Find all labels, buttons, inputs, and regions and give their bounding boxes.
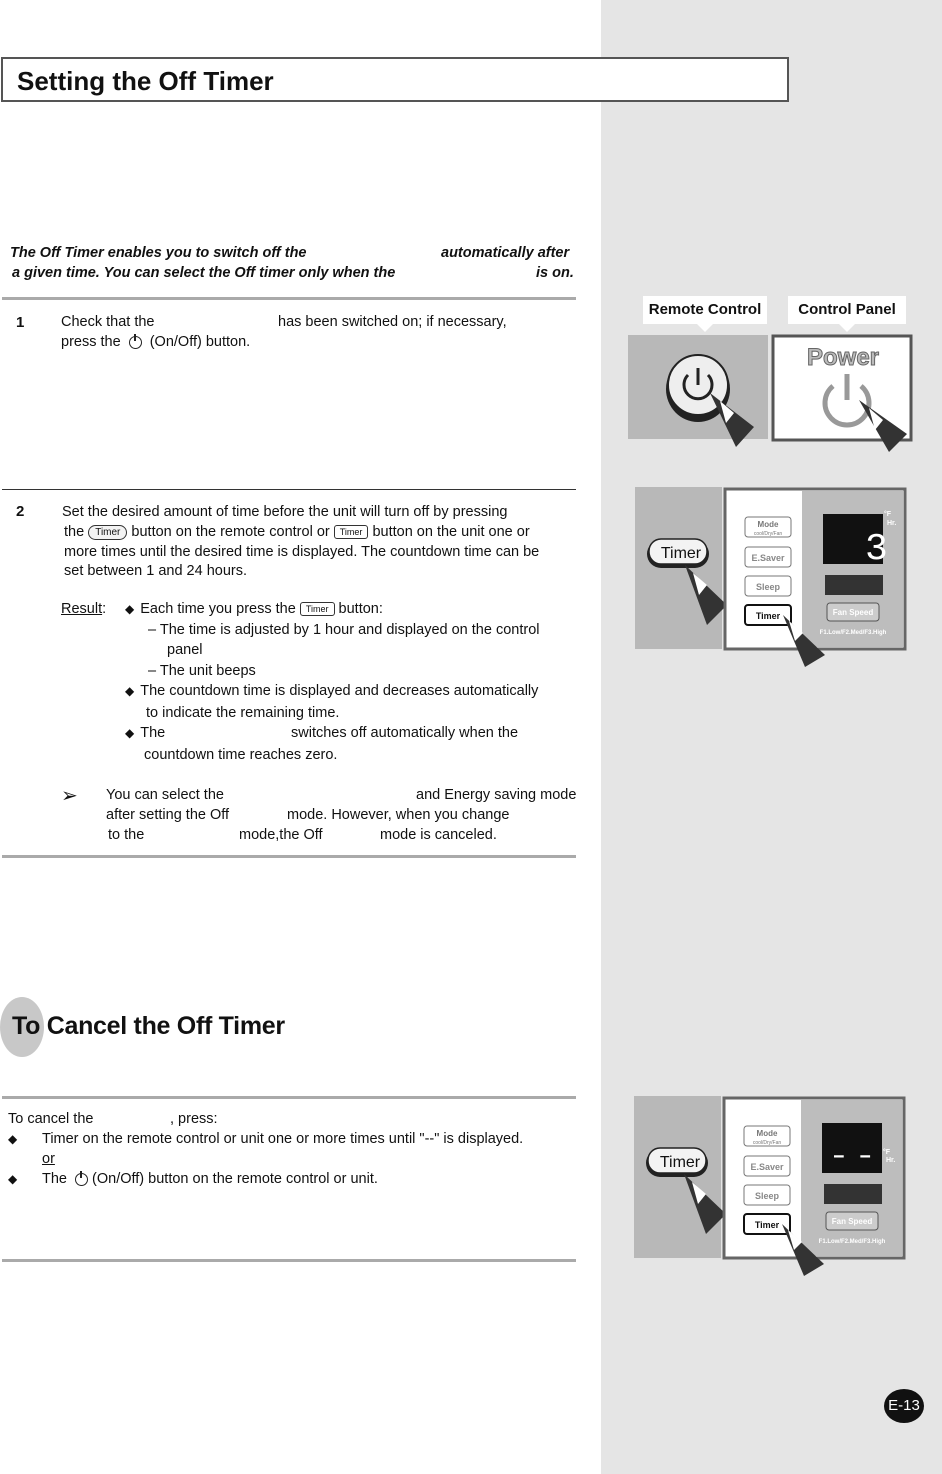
note-line-3 — [108, 827, 497, 843]
step-text: (On/Off) button. — [149, 334, 251, 350]
cancel-line-1 — [8, 1111, 218, 1127]
cancel-or — [42, 1151, 55, 1167]
diamond-bullet-icon: ◆ — [125, 726, 135, 740]
mode-button: Mode — [756, 1129, 778, 1138]
step2-line-1: Set the desired amount of time before the unit will turn off by pressing — [62, 504, 508, 520]
unit-f: °F — [884, 511, 892, 518]
step1-line-2 — [61, 334, 250, 350]
remote-timer-pill: Timer — [659, 1154, 701, 1171]
step-text: has been switched on; if necessary, — [278, 314, 507, 330]
intro-text: automatically after — [441, 245, 570, 261]
cancel-text: , press: — [170, 1111, 218, 1127]
divider — [2, 855, 576, 858]
step-number: 2 — [16, 503, 25, 520]
or-text: or — [42, 1151, 55, 1167]
note-line-2 — [106, 807, 510, 823]
panel-power-illustration — [771, 334, 913, 454]
note-text: and Energy saving mode — [416, 787, 577, 803]
mode-sub: cool/Dry/Fan — [753, 531, 783, 537]
step1-line-1 — [61, 314, 507, 330]
note-text: after setting the Off — [106, 807, 230, 823]
diamond-bullet-icon: ◆ — [8, 1172, 18, 1186]
result-line-1: Result: ◆ Each time you press the Timer button: — [61, 601, 383, 617]
remote-control-label — [643, 296, 767, 324]
fan-speed-button: Fan Speed — [832, 608, 874, 617]
unit-timer-button: Timer — [334, 525, 369, 539]
cancel-bullet-1 — [8, 1131, 524, 1147]
unit-hr: Hr. — [886, 1157, 896, 1164]
intro-text: is on. — [536, 265, 574, 281]
step2-line-4: set between 1 and 24 hours. — [64, 563, 247, 579]
fan-levels: F1.Low/F2.Med/F3.High — [818, 1239, 886, 1245]
intro-text: The Off Timer enables you to switch off the — [10, 245, 307, 261]
section-title: To Cancel the Off Timer — [12, 1012, 285, 1040]
cancel-bullet-2-text — [42, 1171, 378, 1187]
esaver-button: E.Saver — [750, 1162, 784, 1172]
intro-text: a given time. You can select the Off timer only when the — [12, 265, 396, 281]
result-bullet-2 — [125, 683, 538, 699]
divider — [2, 1096, 576, 1099]
result-bullet-2-cont: to indicate the remaining time. — [146, 705, 340, 721]
page-title: Setting the Off Timer — [17, 66, 274, 96]
divider — [2, 297, 576, 300]
cancel-text: Timer on the remote control or unit one or more times until "--" is displayed. — [42, 1131, 524, 1147]
page-number-badge: E-13 — [884, 1389, 924, 1423]
divider — [2, 1259, 576, 1262]
diamond-bullet-icon: ◆ — [125, 684, 135, 698]
step-text: button on the remote control or — [131, 524, 330, 540]
cancel-text: The — [42, 1171, 67, 1187]
esaver-button: E.Saver — [751, 553, 785, 563]
control-panel-label — [788, 296, 906, 324]
cancel-text: To cancel the — [8, 1111, 94, 1127]
remote-timer-pill: Timer — [660, 545, 702, 562]
diamond-bullet-icon: ◆ — [125, 602, 135, 616]
result-dash-2: – The unit beeps — [148, 663, 256, 679]
step-text: Check that the — [61, 314, 155, 330]
result-text: The countdown time is displayed and decreases automatically — [140, 683, 539, 699]
note-text: to the — [108, 827, 145, 843]
cancel-text: (On/Off) button on the remote control or unit. — [92, 1171, 378, 1187]
step-text: button on the unit one or — [372, 524, 530, 540]
label-text: Remote Control — [648, 301, 762, 318]
result-text: switches off automatically when the — [291, 725, 519, 741]
step-number: 1 — [16, 314, 25, 331]
note-arrow-icon: ➢ — [61, 785, 78, 807]
unit-f: °F — [883, 1149, 891, 1156]
note-line-1 — [106, 787, 577, 803]
step-text: press the — [61, 334, 121, 350]
result-text: Each time you press the — [140, 601, 296, 617]
mode-sub: cool/Dry/Fan — [752, 1140, 782, 1146]
result-text: button: — [338, 601, 383, 617]
result-bullet-3 — [125, 725, 519, 741]
label-text: Control Panel — [798, 301, 896, 318]
result-bullet-1 — [125, 601, 383, 617]
intro-line-1 — [10, 245, 580, 261]
timer-panel-illustration — [635, 487, 907, 669]
cancel-timer-panel-illustration — [634, 1096, 906, 1278]
unit-hr: Hr. — [887, 520, 897, 527]
result-dash-1-cont: panel — [167, 642, 203, 658]
step2-line-3: more times until the desired time is displayed. The countdown time can be — [64, 544, 540, 560]
display-dashes: – – — [832, 1144, 872, 1169]
mode-button: Mode — [757, 520, 779, 529]
result-label: Result — [61, 601, 103, 617]
note-text: mode. However, when you change — [287, 807, 510, 823]
step-text: the — [64, 524, 85, 540]
display-digit: 3 — [865, 528, 888, 571]
result-dash-1: – The time is adjusted by 1 hour and displayed on the control — [148, 622, 540, 638]
timer-button: Timer — [754, 1220, 780, 1230]
fan-speed-button: Fan Speed — [831, 1217, 873, 1226]
result-bullet-3-cont: countdown time reaches zero. — [144, 747, 338, 763]
sleep-button: Sleep — [754, 1191, 780, 1201]
fan-levels: F1.Low/F2.Med/F3.High — [819, 630, 887, 636]
step2-line-2 — [64, 524, 530, 540]
result-text: The — [140, 725, 166, 741]
note-text: mode,the Off — [239, 827, 323, 843]
intro-line-2 — [12, 265, 582, 281]
power-text: Power — [806, 344, 880, 371]
page-title-box — [1, 57, 789, 102]
remote-power-illustration — [628, 335, 768, 450]
note-text: You can select the — [106, 787, 224, 803]
timer-button: Timer — [755, 611, 781, 621]
diamond-bullet-icon: ◆ — [8, 1132, 18, 1146]
note-text: mode is canceled. — [380, 827, 497, 843]
cancel-bullet-2 — [8, 1171, 378, 1187]
power-icon — [75, 1173, 88, 1186]
sleep-button: Sleep — [755, 582, 781, 592]
divider — [2, 489, 576, 490]
unit-timer-button: Timer — [300, 602, 335, 616]
power-icon — [129, 336, 142, 349]
remote-timer-button: Timer — [88, 525, 127, 540]
